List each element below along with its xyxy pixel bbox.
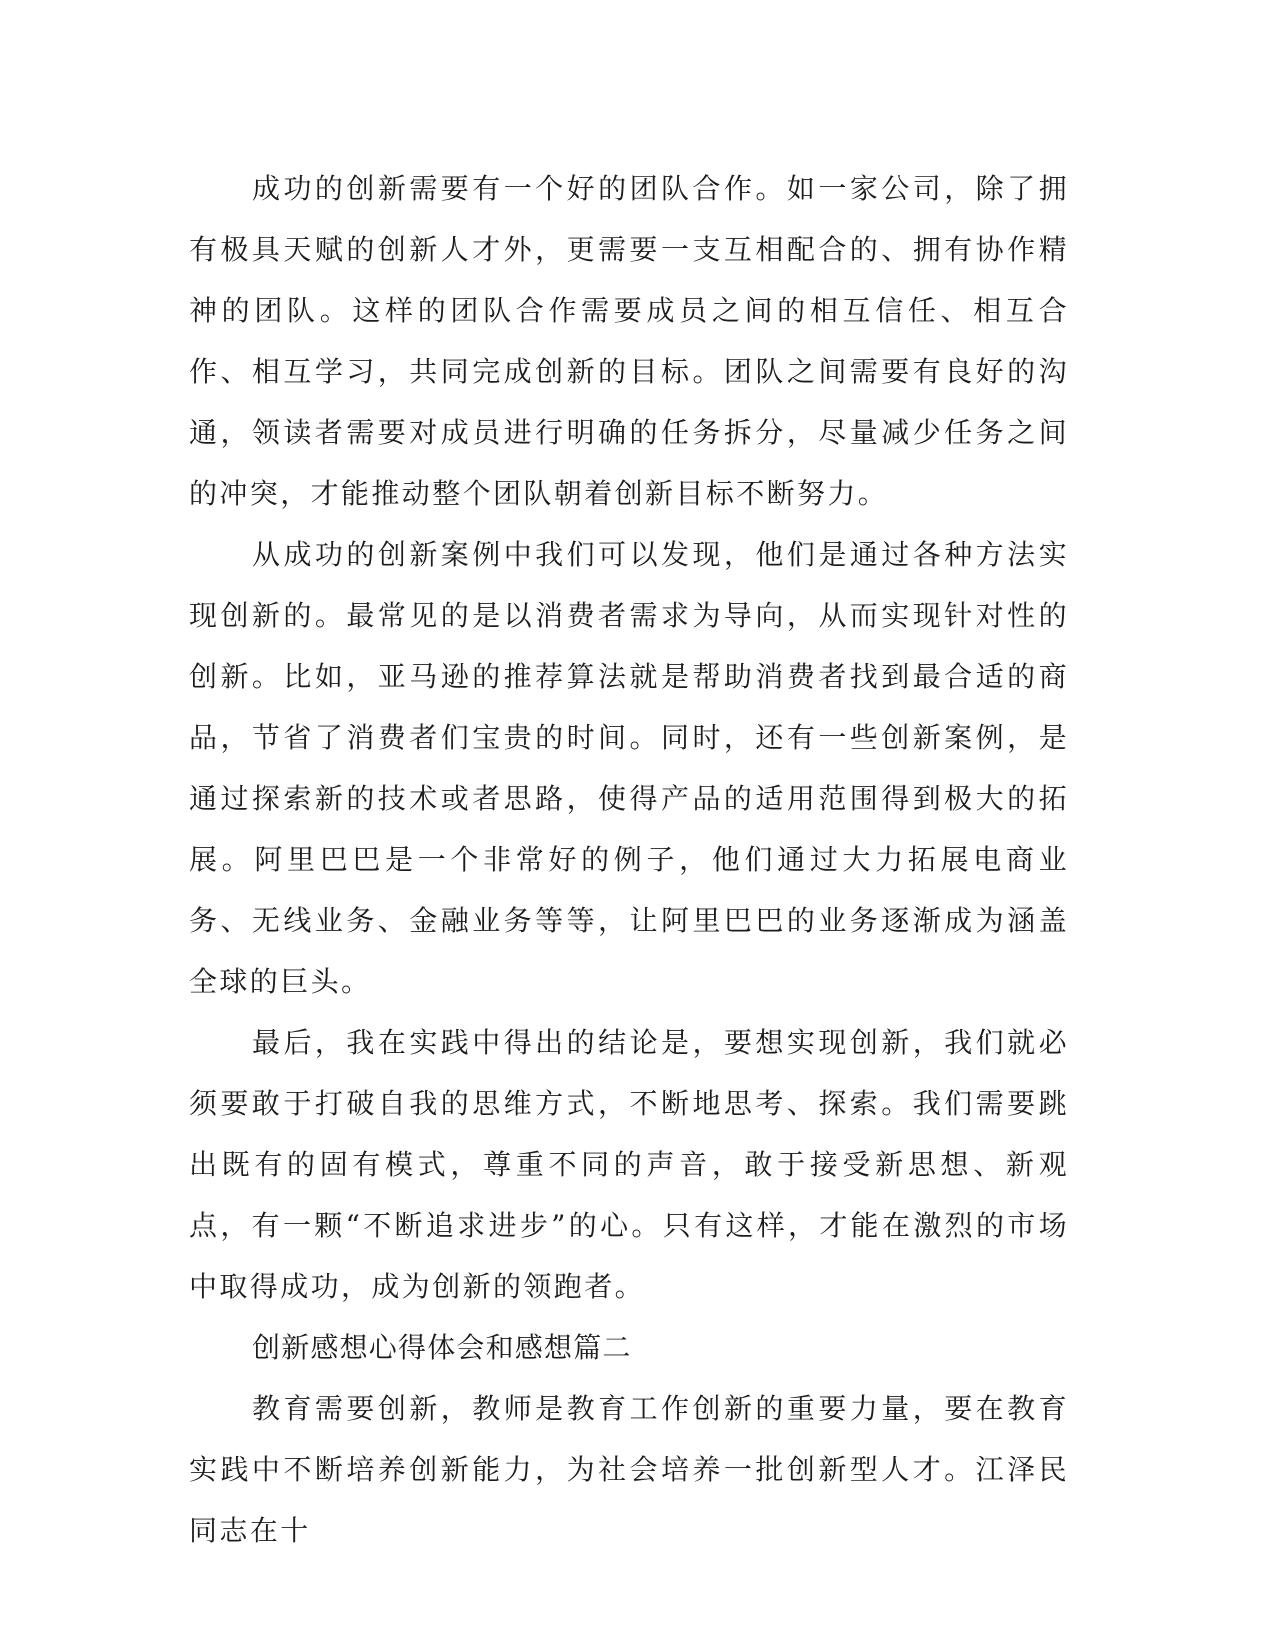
paragraph-education-innovation: 教育需要创新，教师是教育工作创新的重要力量，要在教育实践中不断培养创新能力，为社会培养一批创新型人才。江泽民同志在十 bbox=[189, 1392, 1069, 1547]
paragraph-innovation-cases: 从成功的创新案例中我们可以发现，他们是通过各种方法实现创新的。最常见的是以消费者需求为导向，从而实现针对性的创新。比如，亚马逊的推荐算法就是帮助消费者找到最合适的商品，节省了消费者们宝贵的时间。同时，还有一些创新案例，是通过探索新的技术或者思路，使得产品的适用范围得到极大的拓展。阿里巴巴是一个非常好的例子，他们通过大力拓展电商业务、无线业务、金融业务等等，让阿里巴巴的业务逐渐成为涵盖全球的巨头。 bbox=[189, 538, 1069, 998]
paragraph-team-cooperation: 成功的创新需要有一个好的团队合作。如一家公司，除了拥有极具天赋的创新人才外，更需要一支互相配合的、拥有协作精神的团队。这样的团队合作需要成员之间的相互信任、相互合作、相互学习，共同完成创新的目标。团队之间需要有良好的沟通，领读者需要对成员进行明确的任务拆分，尽量减少任务之间的冲突，才能推动整个团队朝着创新目标不断努力。 bbox=[189, 172, 1069, 510]
document-body bbox=[189, 158, 1069, 1561]
section-heading: 创新感想心得体会和感想篇二 bbox=[252, 1331, 632, 1364]
paragraph-conclusion: 最后，我在实践中得出的结论是，要想实现创新，我们就必须要敢于打破自我的思维方式，不断地思考、探索。我们需要跳出既有的固有模式，尊重不同的声音，敢于接受新思想、新观点，有一颗“不断追求进步”的心。只有这样，才能在激烈的市场中取得成功，成为创新的领跑者。 bbox=[189, 1026, 1069, 1303]
